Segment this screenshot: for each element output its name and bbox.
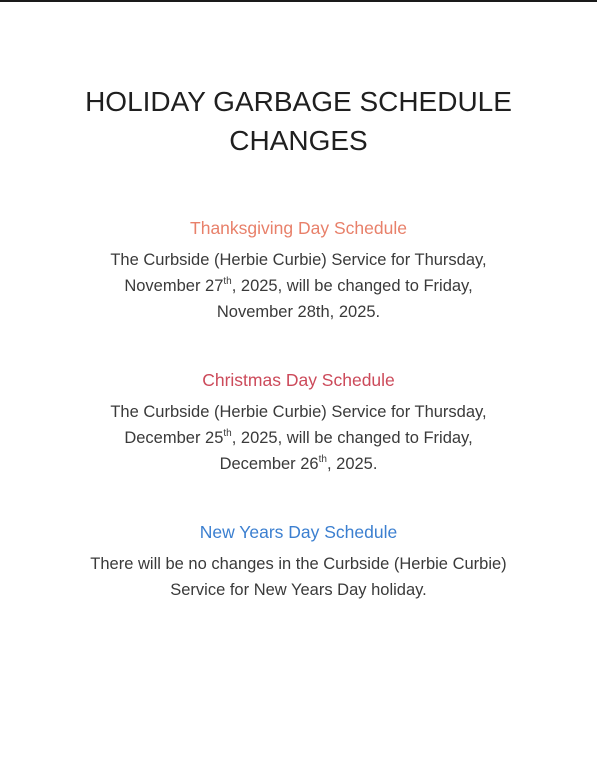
thanksgiving-date-old: November 27 [124, 277, 224, 295]
new-years-section [0, 520, 597, 603]
thanksgiving-heading: Thanksgiving Day Schedule [190, 218, 407, 238]
thanksgiving-line-2 [0, 273, 597, 299]
thanksgiving-line-2-rest: , 2025, will be changed to Friday, [231, 277, 473, 295]
ordinal-suffix: th [223, 275, 232, 287]
thanksgiving-line-3: November 28th, 2025. [216, 303, 381, 321]
new-years-line-2: Service for New Years Day holiday. [170, 581, 427, 599]
thanksgiving-line-1: The Curbside (Herbie Curbie) Service for Thursday, [110, 251, 487, 269]
page-title [0, 82, 597, 160]
ordinal-suffix: th [318, 453, 327, 465]
christmas-date-old: December 25 [124, 429, 224, 447]
ordinal-suffix: th [223, 427, 232, 439]
title-line-2: CHANGES [229, 125, 368, 156]
new-years-heading: New Years Day Schedule [199, 522, 398, 542]
christmas-text [0, 399, 597, 477]
new-years-line-1: There will be no changes in the Curbside (Herbie Curbie) [90, 555, 507, 573]
new-years-text [0, 551, 597, 603]
christmas-line-1: The Curbside (Herbie Curbie) Service for Thursday, [110, 403, 487, 421]
christmas-line-2-rest: , 2025, will be changed to Friday, [231, 429, 473, 447]
christmas-heading: Christmas Day Schedule [202, 370, 395, 390]
christmas-line-3 [0, 451, 597, 477]
thanksgiving-section [0, 216, 597, 325]
title-line-1: HOLIDAY GARBAGE SCHEDULE [85, 86, 512, 117]
christmas-line-2 [0, 425, 597, 451]
thanksgiving-text [0, 247, 597, 325]
christmas-section [0, 368, 597, 477]
christmas-line-3-rest: , 2025. [326, 455, 378, 473]
christmas-date-new: December 26 [219, 455, 319, 473]
